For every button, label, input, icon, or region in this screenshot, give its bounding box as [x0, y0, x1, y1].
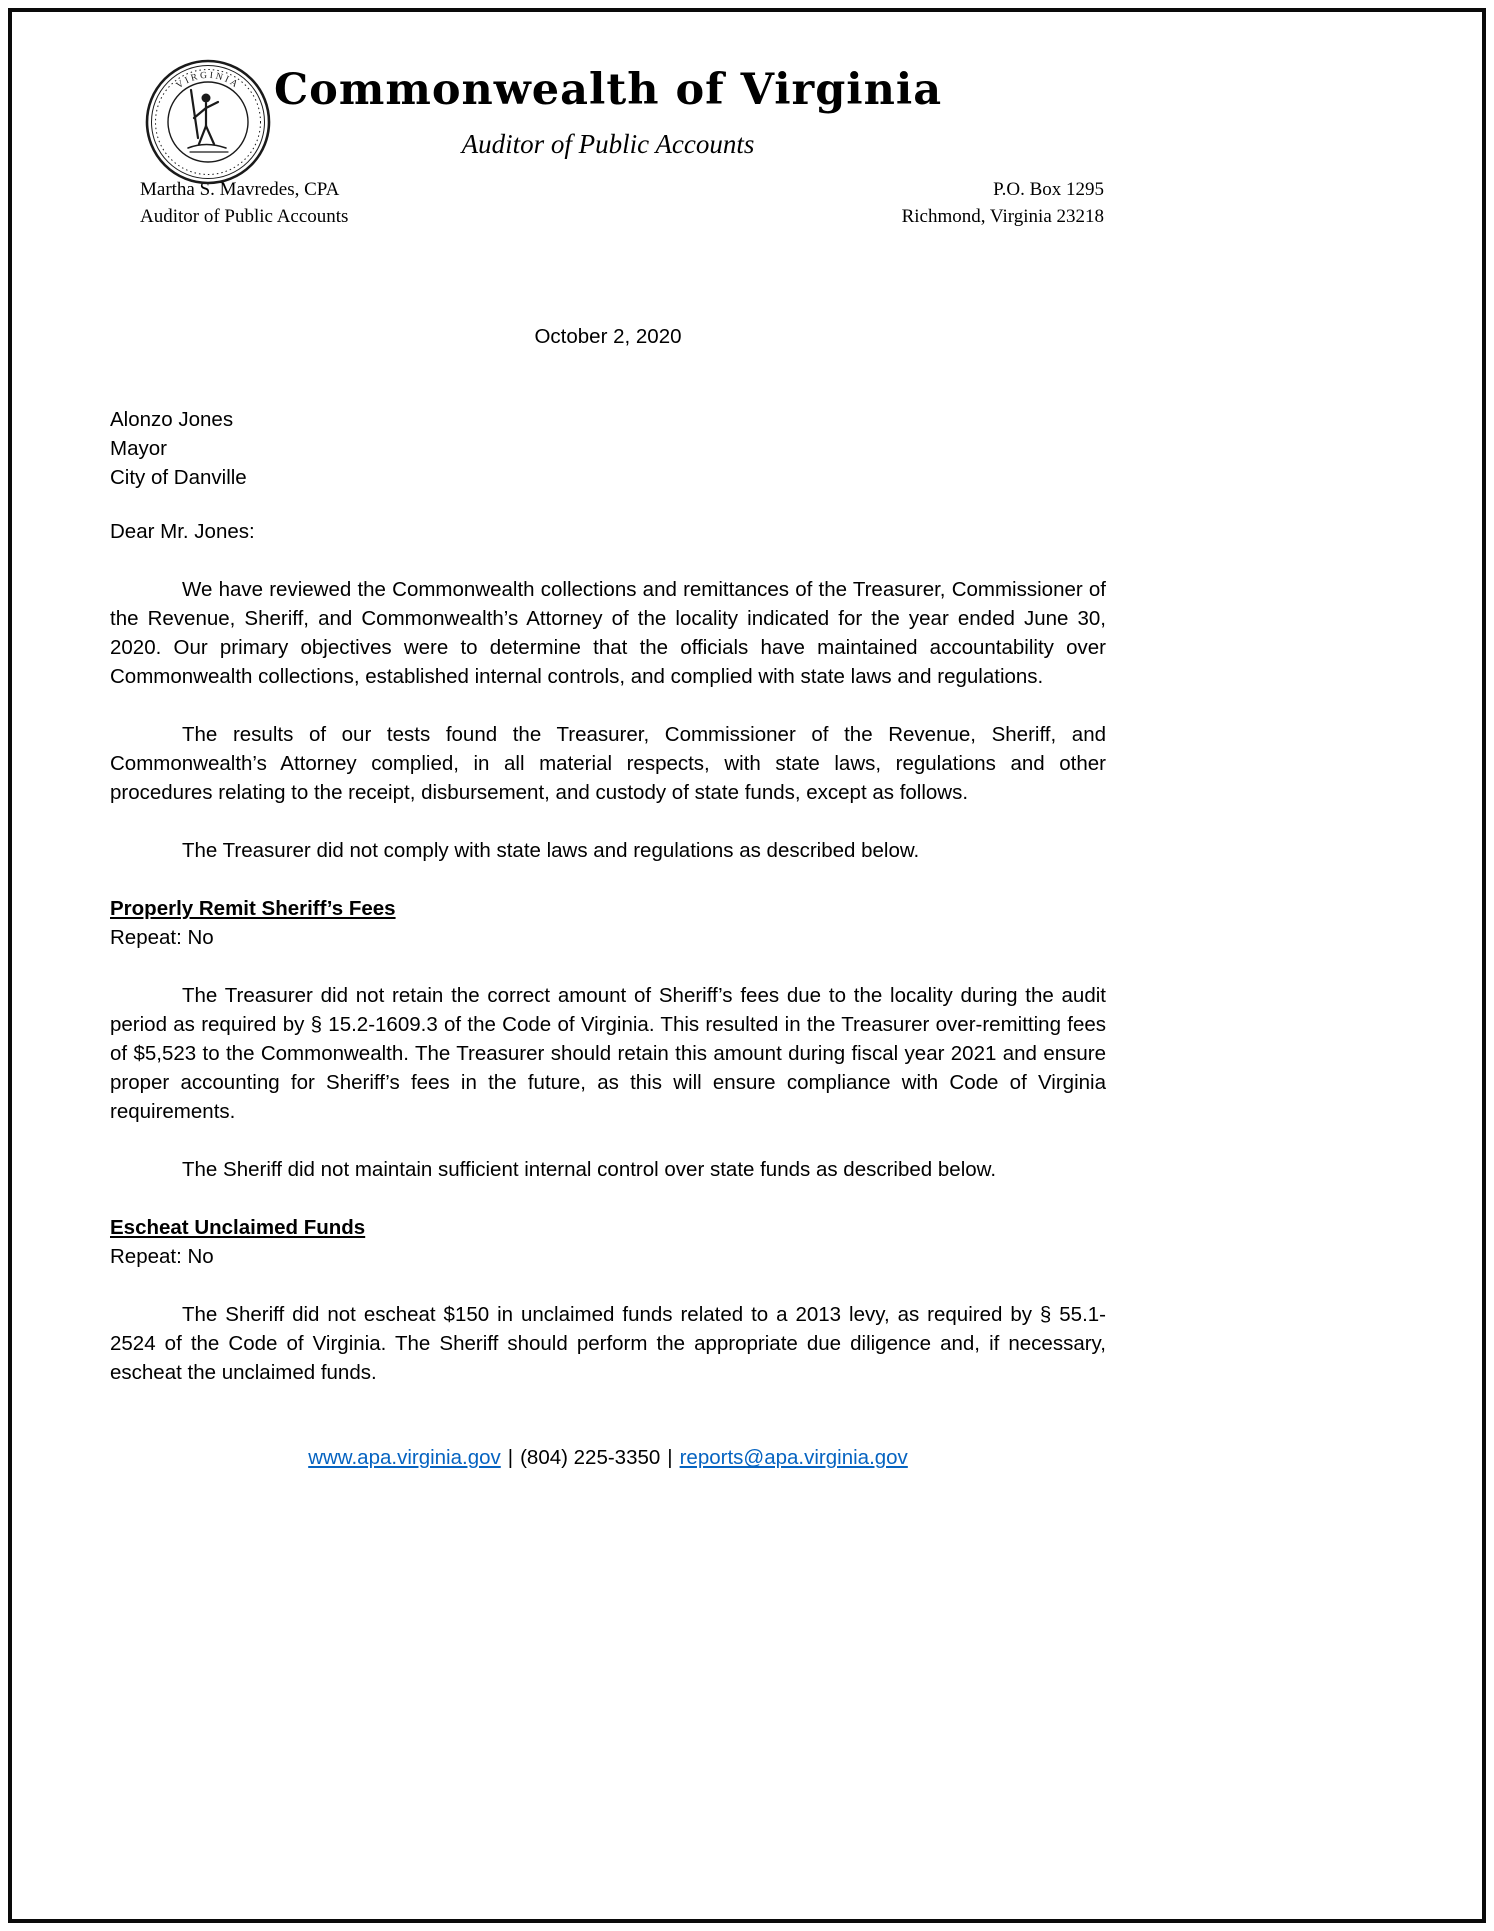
phone-number: (804) 225-3350 — [520, 1446, 661, 1470]
virginia-state-seal-icon — [144, 58, 272, 186]
footer-separator: | — [667, 1446, 673, 1470]
letter-date: October 2, 2020 — [534, 325, 682, 349]
paragraph-results: The results of our tests found the Treasurer, Commissioner of the Revenue, Sheriff, and Commonwealth’s Attorney complied, in all material respects, with state laws, regulations and other procedures relating to the receipt, disbursement, and custody of state funds, except as follows. — [110, 723, 1106, 805]
paragraph-treasurer-notice: The Treasurer did not comply with state laws and regulations as described below. — [182, 839, 920, 863]
recipient-name: Alonzo Jones — [110, 408, 234, 432]
letterhead-subtitle: Auditor of Public Accounts — [461, 129, 755, 160]
finding-escheat-body: The Sheriff did not escheat $150 in unclaimed funds related to a 2013 levy, as required by § 55.1-2524 of the Code of Virginia. The Sheriff should perform the appropriate due diligence and, if necessary, escheat the unclaimed funds. — [110, 1303, 1106, 1385]
email-link[interactable]: reports@apa.virginia.gov — [679, 1446, 908, 1470]
city-state-zip: Richmond, Virginia 23218 — [901, 206, 1104, 228]
finding-escheat-repeat: Repeat: No — [110, 1245, 214, 1269]
letterhead-address-block — [902, 177, 1104, 231]
footer-separator: | — [507, 1446, 514, 1470]
paragraph-sheriff-notice: The Sheriff did not maintain sufficient internal control over state funds as described below. — [182, 1158, 997, 1182]
finding-sheriffs-fees-heading: Properly Remit Sheriff’s Fees — [110, 897, 396, 921]
po-box: P.O. Box 1295 — [993, 179, 1104, 201]
seal-figure — [188, 90, 228, 152]
recipient-title: Mayor — [110, 437, 167, 461]
official-name: Martha S. Mavredes, CPA — [140, 179, 340, 201]
svg-text:VIRGINIA — [175, 71, 241, 91]
salutation: Dear Mr. Jones: — [110, 520, 255, 544]
recipient-organization: City of Danville — [110, 466, 247, 490]
letterhead — [110, 0, 1106, 231]
website-link[interactable]: www.apa.virginia.gov — [308, 1446, 501, 1470]
letterhead-title: Commonwealth of Virginia — [273, 65, 943, 115]
finding-sheriffs-fees-repeat: Repeat: No — [110, 926, 214, 950]
footer — [110, 1443, 1106, 1472]
letter-content — [110, 0, 1106, 1472]
finding-escheat-heading: Escheat Unclaimed Funds — [110, 1216, 366, 1240]
seal-arc-text: VIRGINIA — [174, 70, 242, 92]
paragraph-review: We have reviewed the Commonwealth collections and remittances of the Treasurer, Commissioner of the Revenue, Sheriff, and Commonwealth’s Attorney of the locality indicated for the year ended June 30, 2020. Our primary objectives were to determine that the officials have maintained accountability over Commonwealth collections, established internal controls, and complied with state laws and regulations. — [110, 578, 1106, 689]
official-title: Auditor of Public Accounts — [140, 206, 349, 228]
recipient-block — [110, 405, 1106, 492]
finding-sheriffs-fees-body: The Treasurer did not retain the correct amount of Sheriff’s fees due to the locality during the audit period as required by § 15.2-1609.3 of the Code of Virginia. This resulted in the Treasurer over-remitting fees of $5,523 to the Commonwealth. The Treasurer should retain this amount during fiscal year 2021 and ensure proper accounting for Sheriff’s fees in the future, as this will ensure compliance with Code of Virginia requirements. — [110, 984, 1106, 1124]
